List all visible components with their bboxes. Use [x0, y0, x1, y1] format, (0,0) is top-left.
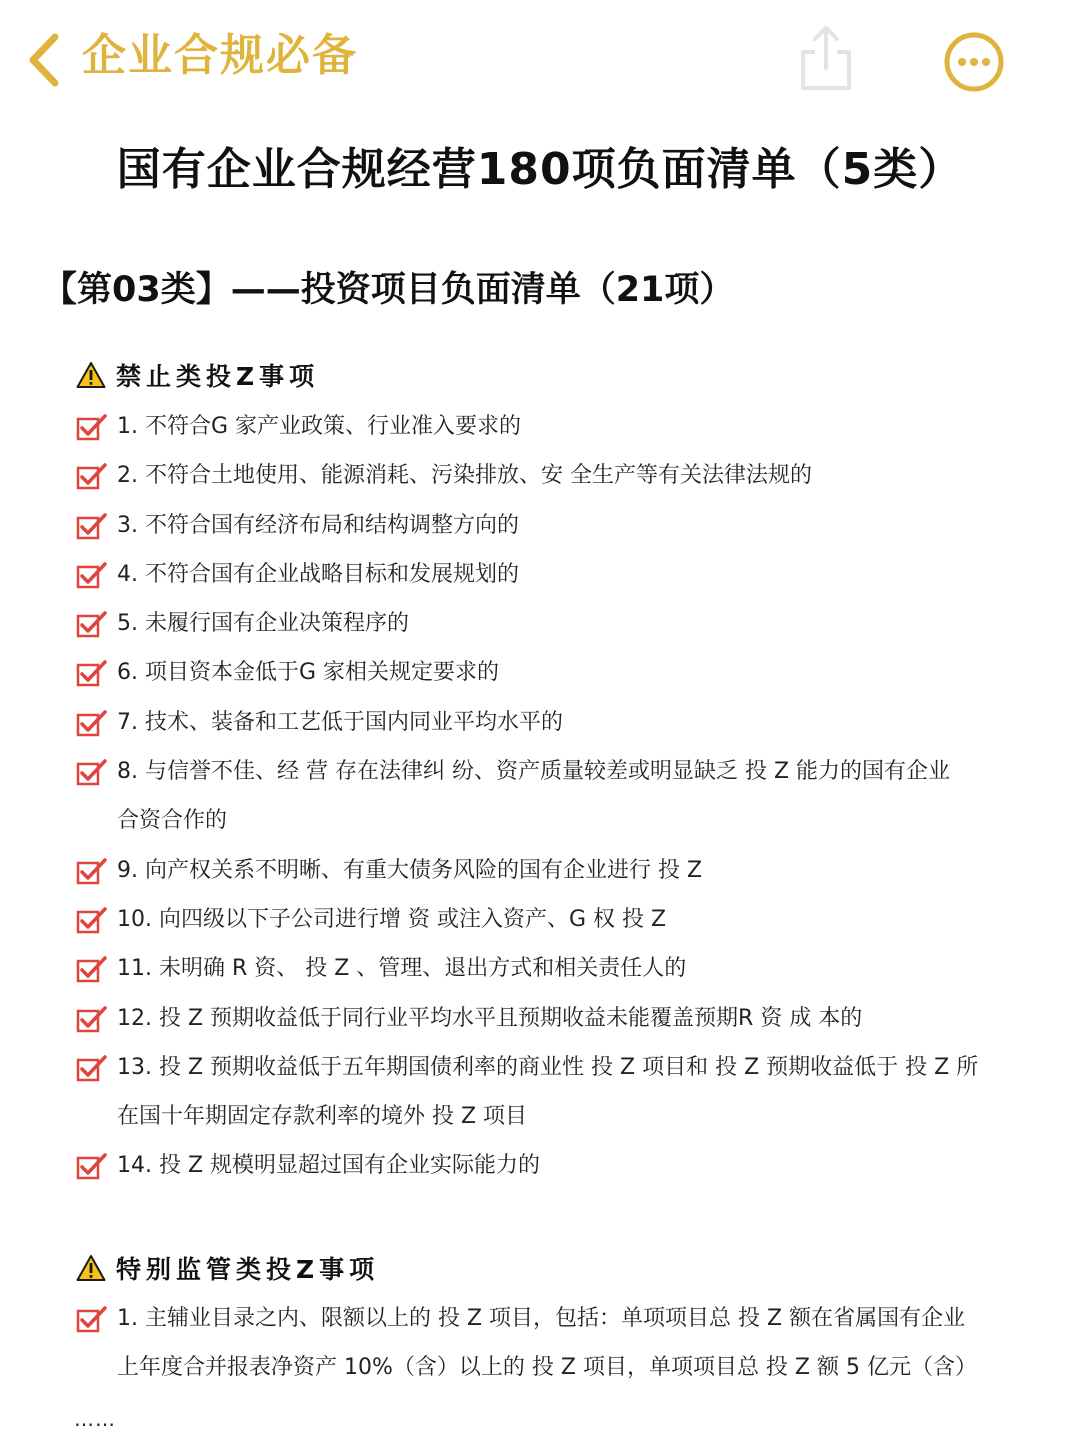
list-item-text: 14. 投 Z 规模明显超过国有企业实际能力的 [117, 1153, 541, 1179]
checkbox-checked-icon [76, 906, 108, 934]
more-button[interactable] [942, 30, 1006, 94]
share-icon [795, 22, 857, 94]
list-item-text-continued: 在国十年期固定存款利率的境外 投 Z 项目 [117, 1104, 528, 1130]
list-item [76, 402, 1051, 451]
back-button[interactable] [18, 30, 68, 90]
checkbox-checked-icon [76, 758, 108, 786]
warning-icon [76, 361, 106, 389]
more-content-ellipsis: …… [74, 1407, 116, 1431]
list-item-text: 12. 投 Z 预期收益低于同行业平均水平且预期收益未能覆盖预期R 资 成 本的 [117, 1005, 863, 1031]
list-item [76, 994, 1051, 1043]
section-heading-special-supervision [76, 1248, 379, 1288]
checkbox-checked-icon [76, 1305, 108, 1333]
list-item [76, 698, 1051, 747]
list-item [76, 895, 1051, 944]
list-item-text: 3. 不符合国有经济布局和结构调整方向的 [117, 512, 519, 538]
list-item-text: 2. 不符合土地使用、能源消耗、污染排放、安 全生产等有关法律法规的 [117, 463, 812, 489]
list-item-text: 4. 不符合国有企业战略目标和发展规划的 [117, 561, 519, 587]
list-item [76, 501, 1051, 550]
list-item-text-continued: 上年度合并报表净资产 10%（含）以上的 投 Z 项目，单项项目总 投 Z 额 5 亿元（含） [117, 1355, 977, 1381]
list-item-text: 10. 向四级以下子公司进行增 资 或注入资产、G 权 投 Z [117, 906, 667, 932]
notebook-title: 企业合规必备 [82, 30, 358, 81]
checkbox-checked-icon [76, 462, 108, 490]
checkbox-checked-icon [76, 659, 108, 687]
list-item-text: 6. 项目资本金低于G 家相关规定要求的 [117, 660, 500, 686]
checkbox-checked-icon [76, 955, 108, 983]
document-title: 国有企业合规经营180项负面清单（5类） [116, 144, 964, 195]
list-item [76, 846, 1051, 895]
list-item [76, 1294, 1051, 1393]
more-icon [942, 30, 1006, 94]
list-item [76, 451, 1051, 500]
list-item-text: 8. 与信誉不佳、经 营 存在法律纠 纷、资产质量较差或明显缺乏 投 Z 能力的国有企业 [117, 759, 951, 785]
list-item [76, 1141, 1051, 1190]
list-item-text: 9. 向产权关系不明晰、有重大债务风险的国有企业进行 投 Z [117, 857, 703, 883]
list-item [76, 599, 1051, 648]
share-button[interactable] [795, 22, 857, 94]
list-item [76, 1043, 1051, 1142]
checkbox-checked-icon [76, 561, 108, 589]
list-item-text: 1. 不符合G 家产业政策、行业准入要求的 [117, 414, 522, 439]
list-item [76, 550, 1051, 599]
section-heading-text: 禁止类投Z事项 [116, 362, 320, 391]
checkbox-checked-icon [76, 413, 108, 441]
checkbox-checked-icon [76, 1005, 108, 1033]
checkbox-checked-icon [76, 709, 108, 737]
list-item-text-continued: 合资合作的 [117, 808, 228, 834]
list-item-text: 7. 技术、装备和工艺低于国内同业平均水平的 [117, 709, 563, 735]
list-item [76, 747, 1051, 846]
checkbox-checked-icon [76, 610, 108, 638]
top-bar [0, 0, 1080, 115]
checkbox-checked-icon [76, 1054, 108, 1082]
list-item-text: 11. 未明确 R 资、 投 Z 、管理、退出方式和相关责任人的 [117, 956, 687, 982]
list-item-text: 5. 未履行国有企业决策程序的 [117, 611, 409, 637]
checkbox-checked-icon [76, 857, 108, 885]
category-title: 【第03类】——投资项目负面清单（21项） [42, 270, 735, 310]
checkbox-checked-icon [76, 512, 108, 540]
warning-icon [76, 1254, 106, 1282]
checkbox-checked-icon [76, 1152, 108, 1180]
list-item [76, 648, 1051, 697]
special-supervision-items-list [76, 1294, 1051, 1393]
prohibited-items-list [76, 402, 1051, 1191]
list-item-text: 13. 投 Z 预期收益低于五年期国债利率的商业性 投 Z 项目和 投 Z 预期收益低于 投 Z 所 [117, 1054, 979, 1080]
list-item [76, 944, 1051, 993]
section-heading-text: 特别监管类投Z事项 [116, 1255, 380, 1284]
section-heading-prohibited [76, 355, 319, 395]
chevron-left-icon [25, 33, 61, 87]
list-item-text: 1. 主辅业目录之内、限额以上的 投 Z 项目，包括：单项项目总 投 Z 额在省属国有企业 [117, 1306, 966, 1331]
